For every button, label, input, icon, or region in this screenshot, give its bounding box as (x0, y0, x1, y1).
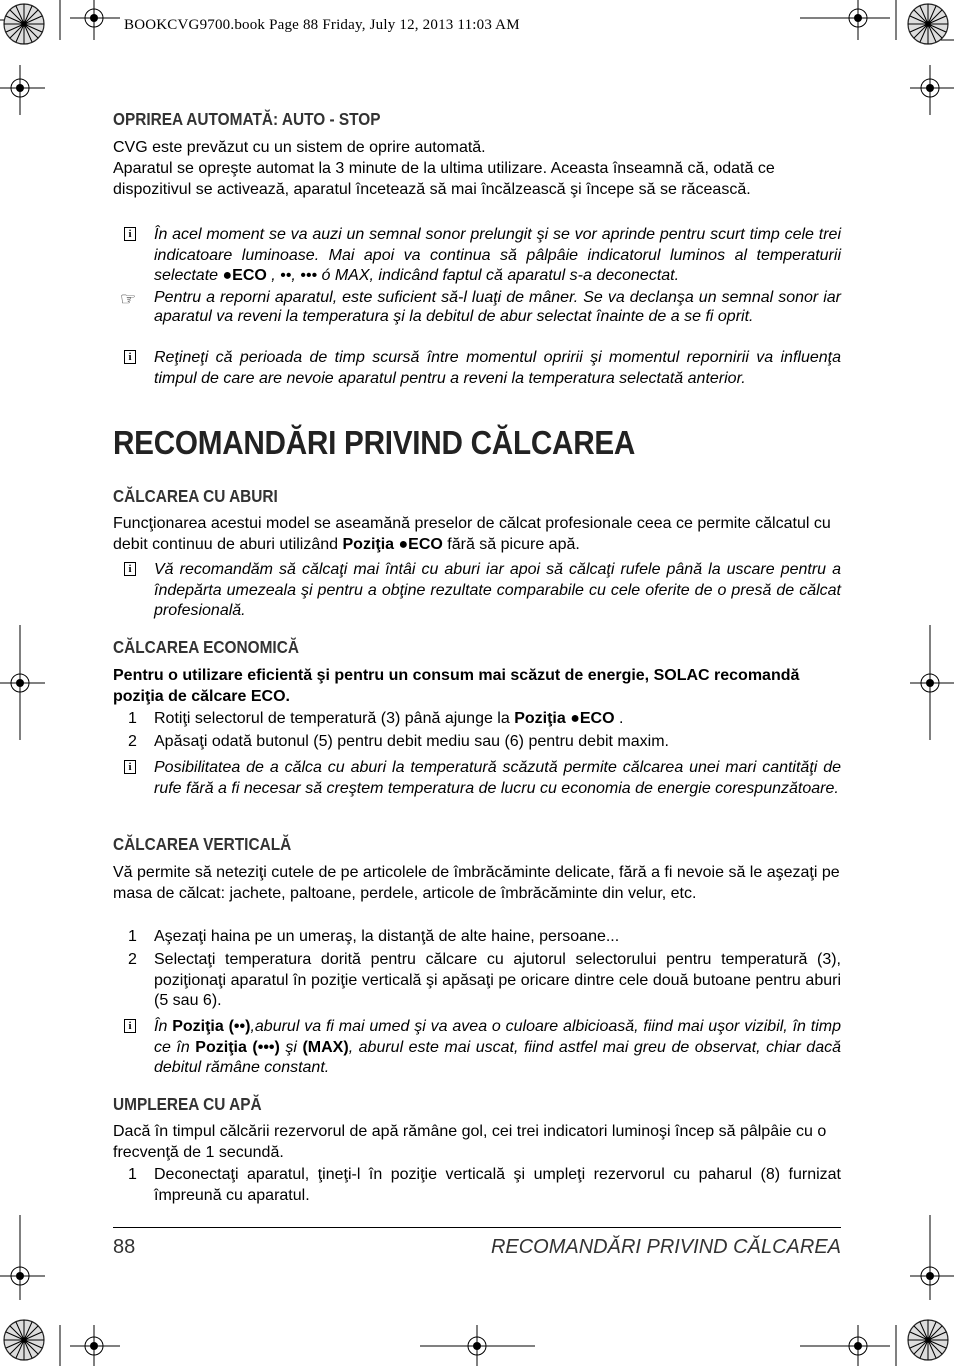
list-number: 2 (128, 951, 137, 968)
auto-stop-note-2: Pentru a reporni aparatul, este suficient să-l luaţi de mâner. Se va declanşa un semnal sonor iar aparatul va reveni la temperatura şi la debitul de abur selectat înainte de a se fi oprit. (154, 289, 841, 325)
section-title-eco: CĂLCAREA ECONOMICĂ (113, 637, 299, 657)
footer-rule (113, 1227, 841, 1228)
footer-title: RECOMANDĂRI PRIVIND CĂLCAREA (490, 1236, 841, 1258)
auto-stop-note-3: Reţineţi că perioada de timp scursă între momentul opririi şi momentul repornirii va influenţa timpul de care are nevoie aparatul pentru a reveni la temperatura selectată anterior. (154, 349, 841, 387)
page-number: 88 (113, 1236, 136, 1258)
auto-stop-note-1: În acel moment se va auzi un semnal sonor prelungit şi se vor aprinde pentru scurt timp cele trei indicatoare luminoase. Mai apoi va continua să pâlpâie indicatorul luminos al temperaturii selectate ●ECO , ••, ••• ó MAX, indicând faptul că aparatul s-a deconectat. (154, 226, 841, 284)
info-note-icon: i (124, 350, 136, 364)
steam-description: Funcţionarea acestui model se aseamănă preselor de călcat profesionale ceea ce permite călcatul cu debit continuu de aburi utilizând Poziţia ●ECO fără să picure apă. (113, 515, 831, 553)
list-number: 1 (128, 710, 137, 727)
vertical-step-2: Selectaţi temperatura dorită pentru călcare cu ajutorul selectorului pentru temperatură (3), poziţionaţi aparatul în poziţie verticală şi apăsaţi pe oricare dintre cele două butoane pentru aburi (5 sau 6). (154, 951, 841, 1009)
eco-note: Posibilitatea de a călca cu aburi la temperatură scăzută permite călcarea unei mari cantităţi de rufe fără a fi necesar să creştem temperatura de lucru cu economia de energie corespunzătoare. (154, 759, 841, 797)
vertical-note: În Poziţia (••),aburul va fi mai umed şi va avea o culoare albicioasă, fiind mai uşor vizibil, în timp ce în Poziţia (•••) şi (MAX), aburul este mai uscat, fiind astfel mai greu de observat, chiar dacă debitul rămâne constant. (154, 1018, 842, 1076)
eco-step-2: Apăsaţi odată butonul (5) pentru debit mediu sau (6) pentru debit maxim. (154, 733, 669, 750)
list-number: 1 (128, 1166, 137, 1183)
eco-step-1: Rotiţi selectorul de temperatură (3) până ajunge la Poziţia ●ECO . (154, 710, 624, 727)
fill-step-1: Deconectaţi aparatul, ţineţi-l în poziţie verticală şi umpleţi rezervorul cu paharul (8) furnizat împreună cu aparatul. (154, 1166, 841, 1204)
pointing-hand-icon: ☞ (120, 289, 137, 309)
list-number: 1 (128, 928, 137, 945)
info-note-icon: i (124, 760, 136, 774)
steam-note: Vă recomandăm să călcaţi mai întâi cu aburi iar apoi să călcaţi rufele până la uscare pentru a îndepărta umezeala şi pentru a obţine rezultate comparabile cu cele oferite de o presă de călcat profesională. (154, 561, 841, 619)
info-note-icon: i (124, 227, 136, 241)
vertical-step-1: Aşezaţi haina pe un umeraş, la distanţă de alte haine, persoane... (154, 928, 620, 945)
info-note-icon: i (124, 1019, 136, 1033)
book-header: BOOKCVG9700.book Page 88 Friday, July 12, 2013 11:03 AM (124, 17, 520, 33)
eco-recommendation: Pentru o utilizare eficientă şi pentru un consum mai scăzut de energie, SOLAC recomandă poziţia de călcare ECO. (113, 667, 800, 705)
list-number: 2 (128, 733, 137, 750)
section-title-vertical: CĂLCAREA VERTICALĂ (113, 834, 292, 854)
section-title-steam: CĂLCAREA CU ABURI (113, 486, 278, 506)
fill-description: Dacă în timpul călcării rezervorul de apă rămâne gol, cei trei indicatori luminoşi încep să pâlpâie cu o frecvenţă de 1 secundă. (113, 1123, 827, 1161)
section-title-auto-stop: OPRIREA AUTOMATĂ: AUTO - STOP (113, 109, 381, 129)
info-note-icon: i (124, 562, 136, 576)
auto-stop-intro: CVG este prevăzut cu un sistem de oprire automată. (113, 139, 486, 156)
page-title: RECOMANDĂRI PRIVIND CĂLCAREA (113, 424, 636, 461)
section-title-fill: UMPLEREA CU APĂ (113, 1094, 262, 1114)
auto-stop-description: Aparatul se opreşte automat la 3 minute de la ultima utilizare. Aceasta înseamnă că, odată ce dispozitivul se activează, aparatul încetează să mai încălzească şi începe să se răcească. (113, 160, 775, 198)
vertical-description: Vă permite să neteziţi cutele de pe articolele de îmbrăcăminte delicate, fără a fi nevoie să le aşezaţi pe masa de călcat: jachete, paltoane, perdele, articole de îmbrăcăminte din velur, etc. (113, 864, 840, 902)
